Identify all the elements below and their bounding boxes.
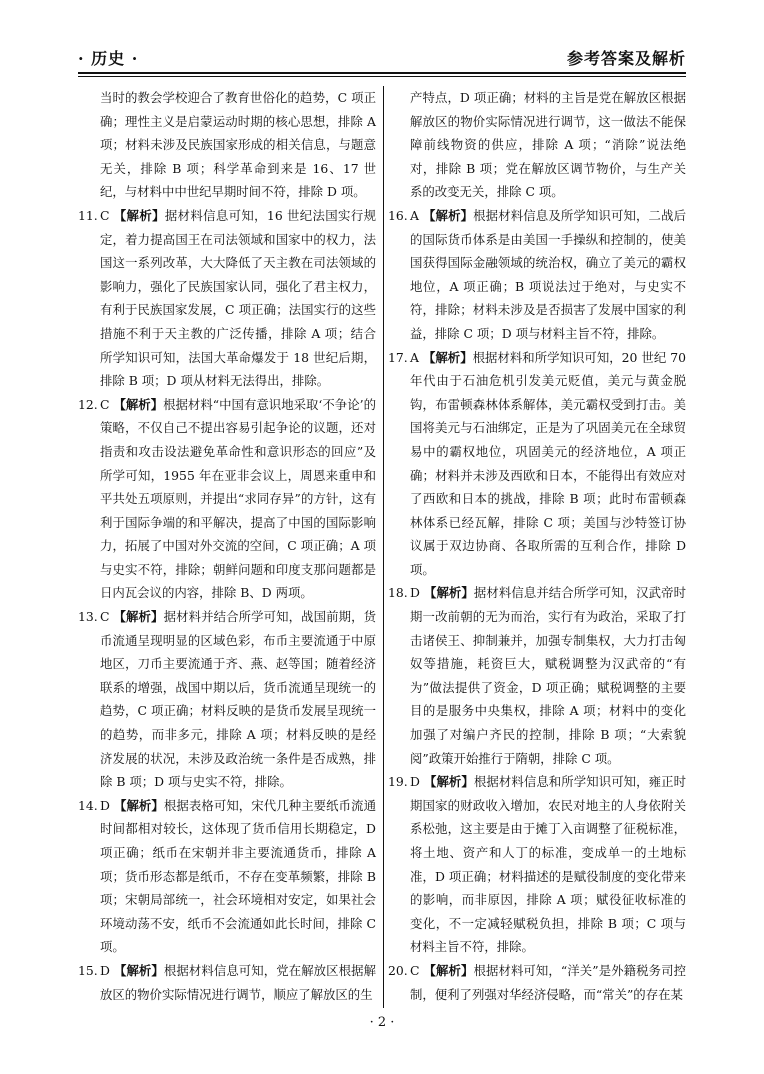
analysis-tag: 【解析】: [113, 797, 164, 813]
question-number: 19.: [388, 774, 408, 790]
answer-item: [78, 959, 376, 1006]
header-rule-thin: [78, 76, 686, 77]
answer-body: [388, 959, 686, 1006]
subject-label: · 历史 ·: [78, 49, 139, 68]
left-column: [78, 86, 376, 1006]
analysis-tag: 【解析】: [113, 609, 164, 625]
answer-body: [78, 605, 376, 794]
answer-letter: D: [100, 797, 110, 813]
answer-body: [388, 86, 686, 204]
answer-letter: C: [100, 609, 110, 625]
question-number: 15.: [78, 962, 98, 978]
header-title: 参考答案及解析: [566, 49, 686, 68]
analysis-text: 根据材料可知，“洋关”是外籍税务司控制，便利了列强对华经济侵略，而“常关”的存在某: [410, 962, 687, 1002]
answer-body: [388, 770, 686, 959]
page-header: [78, 46, 686, 68]
analysis-text: 根据材料和所学知识可知，20 世纪 70 年代由于石油危机引发美元贬值，美元与黄金脱钩，布雷顿森林体系解体，美元霸权受到打击。美国将美元与石油绑定，正是为了巩固美元在全球贸易中的霸权地位，巩固美元的经济地位，A 项正确；材料并未涉及西欧和日本，不能得出有效应对了西欧和日本的挑战，排除 B 项；此时布雷顿森林体系已经瓦解，排除 C 项；美国与沙特签订协议属于双边协商、各取所需的互利合作，排除 D 项。: [410, 349, 686, 577]
analysis-tag: 【解析】: [423, 585, 474, 601]
analysis-text: 据材料信息并结合所学可知，汉武帝时期一改前朝的无为而治，实行有为政治，采取了打击诸侯王、抑制兼并，加强专制集权，大力打击匈奴等措施，耗资巨大，赋税调整为汉武帝的“有为”做法提供了资金，D 项正确；赋税调整的主要目的是服务中央集权，排除 A 项；材料中的变化加强了对编户齐民的控制，排除 B 项；“大索貌阅”政策开始推行于隋朝，排除 C 项。: [410, 585, 686, 766]
page-number: · 2 ·: [369, 1015, 395, 1030]
question-number: 12.: [78, 396, 98, 412]
analysis-text: 据材料并结合所学可知，战国前期，货币流通呈现明显的区域色彩，布币主要流通于中原地区，刀币主要流通于齐、燕、赵等国；随着经济联系的增强，战国中期以后，货币流通呈现统一的趋势，C 项正确；材料反映的是货币发展呈现统一的趋势，而非多元，排除 A 项；材料反映的是经济发展的状况，未涉及政治统一条件是否成熟，排除 B 项；D 项与史实不符，排除。: [100, 609, 377, 790]
answer-letter: D: [410, 774, 420, 790]
right-column: [388, 86, 686, 1006]
answer-item: [388, 959, 686, 1006]
answer-body: [388, 204, 686, 346]
question-number: 14.: [78, 797, 98, 813]
analysis-tag: 【解析】: [113, 962, 164, 978]
answer-letter: C: [100, 396, 110, 412]
answer-item: [388, 204, 686, 346]
answer-body: [388, 581, 686, 770]
answer-item: [388, 86, 686, 204]
answer-body: [78, 393, 376, 605]
answer-body: [78, 794, 376, 959]
answer-item: [78, 86, 376, 204]
answer-item: [388, 346, 686, 582]
question-number: 16.: [388, 207, 408, 223]
analysis-tag: 【解析】: [422, 349, 473, 365]
analysis-tag: 【解析】: [113, 396, 164, 412]
answer-letter: C: [410, 962, 420, 978]
analysis-text: 根据材料“中国有意识地采取‘不争论’的策略，不仅自己不提出容易引起争论的议题，还对指责和攻击设法避免革命性和意识形态的回应”及所学可知，1955 年在亚非会议上，周恩来重申和平共处五项原则，并提出“求同存异”的方针，这有利于国际争端的和平解决，提高了中国的国际影响力，拓展了中国对外交流的空间，C 项正确；A 项与史实不符，排除；朝鲜问题和印度支那问题都是日内瓦会议的内容，排除 B、D 两项。: [100, 396, 376, 601]
analysis-tag: 【解析】: [113, 207, 165, 223]
answer-item: [78, 393, 376, 605]
answer-item: [388, 581, 686, 770]
question-number: 18.: [388, 585, 408, 601]
answer-letter: D: [410, 585, 420, 601]
analysis-tag: 【解析】: [423, 774, 474, 790]
answer-letter: A: [410, 349, 419, 365]
answer-item: [78, 204, 376, 393]
analysis-text: 根据表格可知，宋代几种主要纸币流通时间都相对较长，这体现了货币信用长期稳定，D 项正确；纸币在宋朝并非主要流通货币，排除 A 项；货币形态都是纸币，不存在变革频繁，排除 B 项；宋朝局部统一，社会环境相对安定，如果社会环境动荡不安，纸币不会流通如此长时间，排除 C 项。: [100, 797, 376, 955]
question-number: 11.: [78, 207, 98, 223]
answer-body: [388, 346, 686, 582]
analysis-text: 据材料信息可知，16 世纪法国实行规定，着力提高国王在司法领域和国家中的权力，法国这一系列改革，大大降低了天主教在司法领域的影响力，强化了民族国家认同，强化了君主权力，有利于民族国家发展，C 项正确；法国实行的这些措施不利于天主教的广泛传播，排除 A 项；结合所学知识可知，法国大革命爆发于 18 世纪后期，排除 B 项；D 项从材料无法得出，排除。: [100, 207, 376, 389]
analysis-tag: 【解析】: [423, 207, 474, 223]
question-number: 17.: [388, 349, 408, 365]
analysis-text: 根据材料信息及所学知识可知，二战后的国际货币体系是由美国一手操纵和控制的，使美国获得国际金融领域的统治权，确立了美元的霸权地位，A 项正确；B 项说法过于绝对，与史实不符，排除；材料未涉及是否损害了发展中国家的利益，排除 C 项；D 项与材料主旨不符，排除。: [410, 207, 686, 341]
question-number: 13.: [78, 609, 98, 625]
answer-item: [78, 605, 376, 794]
analysis-text: 根据材料信息和所学知识可知，雍正时期国家的财政收入增加，农民对地主的人身依附关系松弛，这主要是由于摊丁入亩调整了征税标准，将土地、资产和人丁的标准，变成单一的土地标准，D 项正确；材料描述的是赋役制度的变化带来的影响，而非原因，排除 A 项；赋役征收标准的变化，不一定减轻赋税负担，排除 B 项；C 项与材料主旨不符，排除。: [410, 774, 686, 955]
answer-body: [78, 204, 376, 393]
header-rule-thick: [78, 72, 686, 74]
answer-letter: C: [100, 207, 110, 223]
answer-item: [388, 770, 686, 959]
analysis-text: 当时的教会学校迎合了教育世俗化的趋势，C 项正确；理性主义是启蒙运动时期的核心思想，排除 A 项；材料未涉及民族国家形成的相关信息，与题意无关，排除 B 项；科学革命到来是 16、17 世纪，与材料中中世纪早期时间不符，排除 D 项。: [100, 90, 376, 200]
answer-letter: A: [410, 207, 419, 223]
answer-letter: D: [100, 962, 110, 978]
analysis-text: 根据材料信息可知，党在解放区根据解放区的物价实际情况进行调节，顺应了解放区的生: [100, 962, 376, 1002]
analysis-text: 产特点，D 项正确；材料的主旨是党在解放区根据解放区的物价实际情况进行调节，这一做法不能保障前线物资的供应，排除 A 项；“消除”说法绝对，排除 B 项；党在解放区调节物价，与生产关系的改变无关，排除 C 项。: [410, 90, 686, 200]
question-number: 20.: [388, 962, 408, 978]
answer-body: [78, 86, 376, 204]
answer-body: [78, 959, 376, 1006]
analysis-tag: 【解析】: [423, 962, 474, 978]
answer-item: [78, 794, 376, 959]
column-divider: [383, 86, 384, 1008]
